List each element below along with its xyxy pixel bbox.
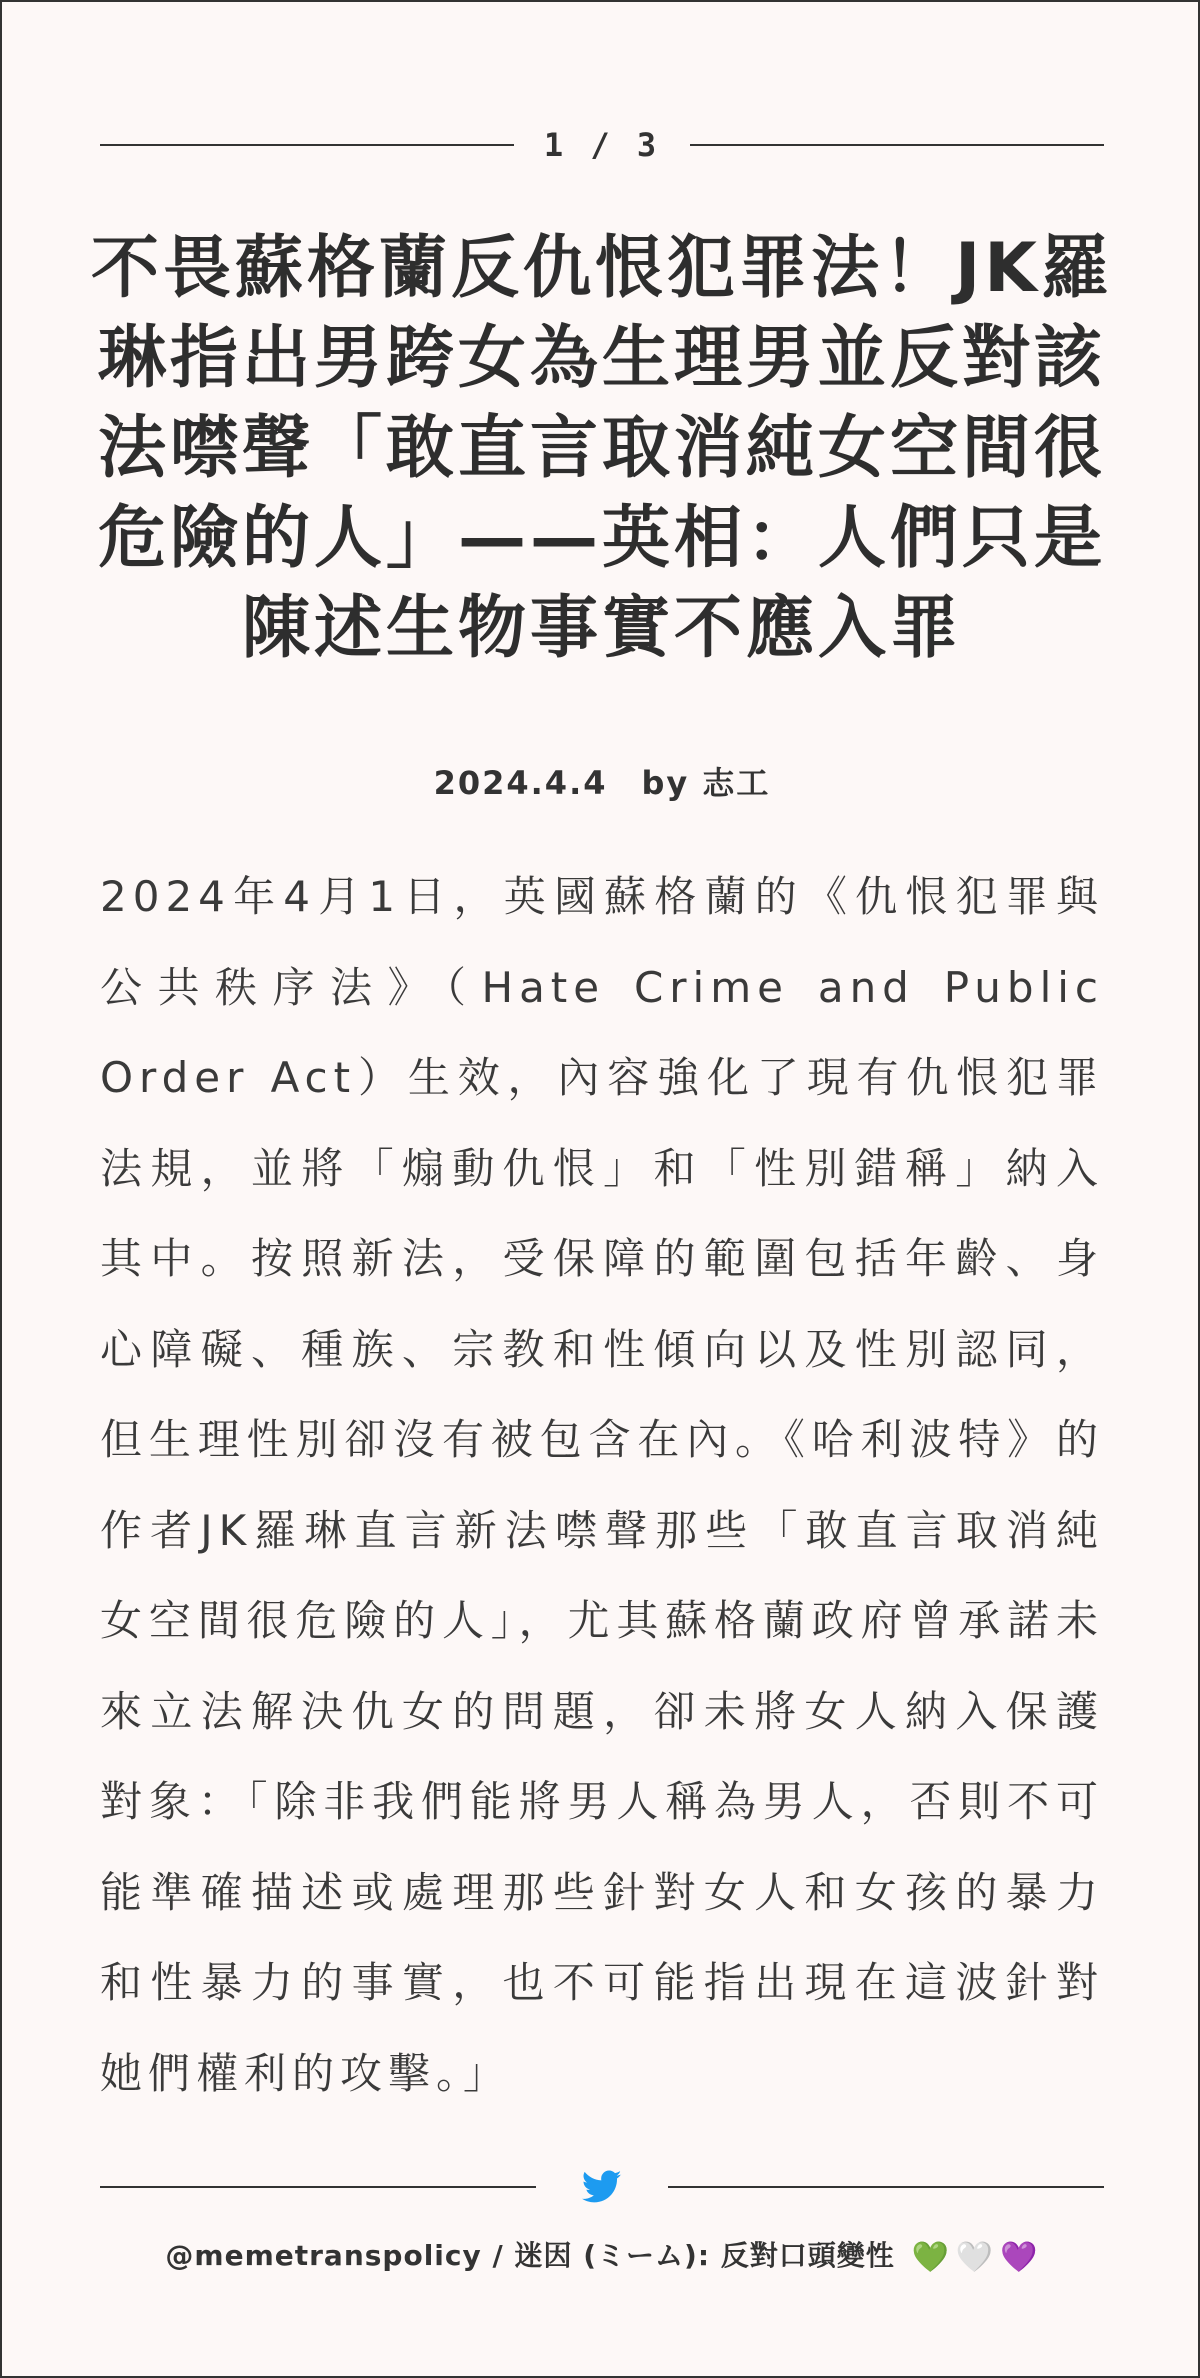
footer (2, 2234, 1200, 2275)
purple-heart-icon: 💜 (1000, 2240, 1039, 2275)
twitter-bird-icon[interactable] (582, 2170, 622, 2204)
bottom-divider (100, 2170, 1104, 2204)
top-divider-right-line (690, 144, 1104, 146)
top-divider-left-line (100, 144, 514, 146)
white-heart-icon: 🤍 (955, 2240, 995, 2275)
green-heart-icon: 💚 (911, 2240, 950, 2275)
bottom-divider-left-line (100, 2186, 536, 2188)
article-byline: by 志工 (641, 764, 771, 802)
footer-handle: @memetranspolicy / 迷因 (ミーム): 反對口頭變性 (165, 2239, 895, 2272)
article-date: 2024.4.4 (433, 764, 608, 802)
page-indicator: 1 / 3 (543, 126, 661, 164)
bottom-divider-right-line (668, 2186, 1104, 2188)
article-body: 2024年4月1日，英國蘇格蘭的《仇恨犯罪與公共秩序法》（Hate Crime and Public Order Act）生效，內容強化了現有仇恨犯罪法規，並將「煽動仇恨」和「性別錯稱」納入其中。按照新法，受保障的範圍包括年齡、身心障礙、種族、宗教和性傾向以及性別認同，但生理性別卻沒有被包含在內。《哈利波特》的作者JK羅琳直言新法噤聲那些「敢直言取消純女空間很危險的人」，尤其蘇格蘭政府曾承諾未來立法解決仇女的問題，卻未將女人納入保護對象：「除非我們能將男人稱為男人，否則不可能準確描述或處理那些針對女人和女孩的暴力和性暴力的事實，也不可能指出現在這波針對她們權利的攻擊。」 (100, 872, 1104, 2098)
article-meta (2, 758, 1200, 804)
article-title: 不畏蘇格蘭反仇恨犯罪法！JK羅琳指出男跨女為生理男並反對該法噤聲「敢直言取消純女空間很危險的人」——英相：人們只是陳述生物事實不應入罪 (91, 229, 1113, 668)
top-divider (100, 126, 1104, 164)
